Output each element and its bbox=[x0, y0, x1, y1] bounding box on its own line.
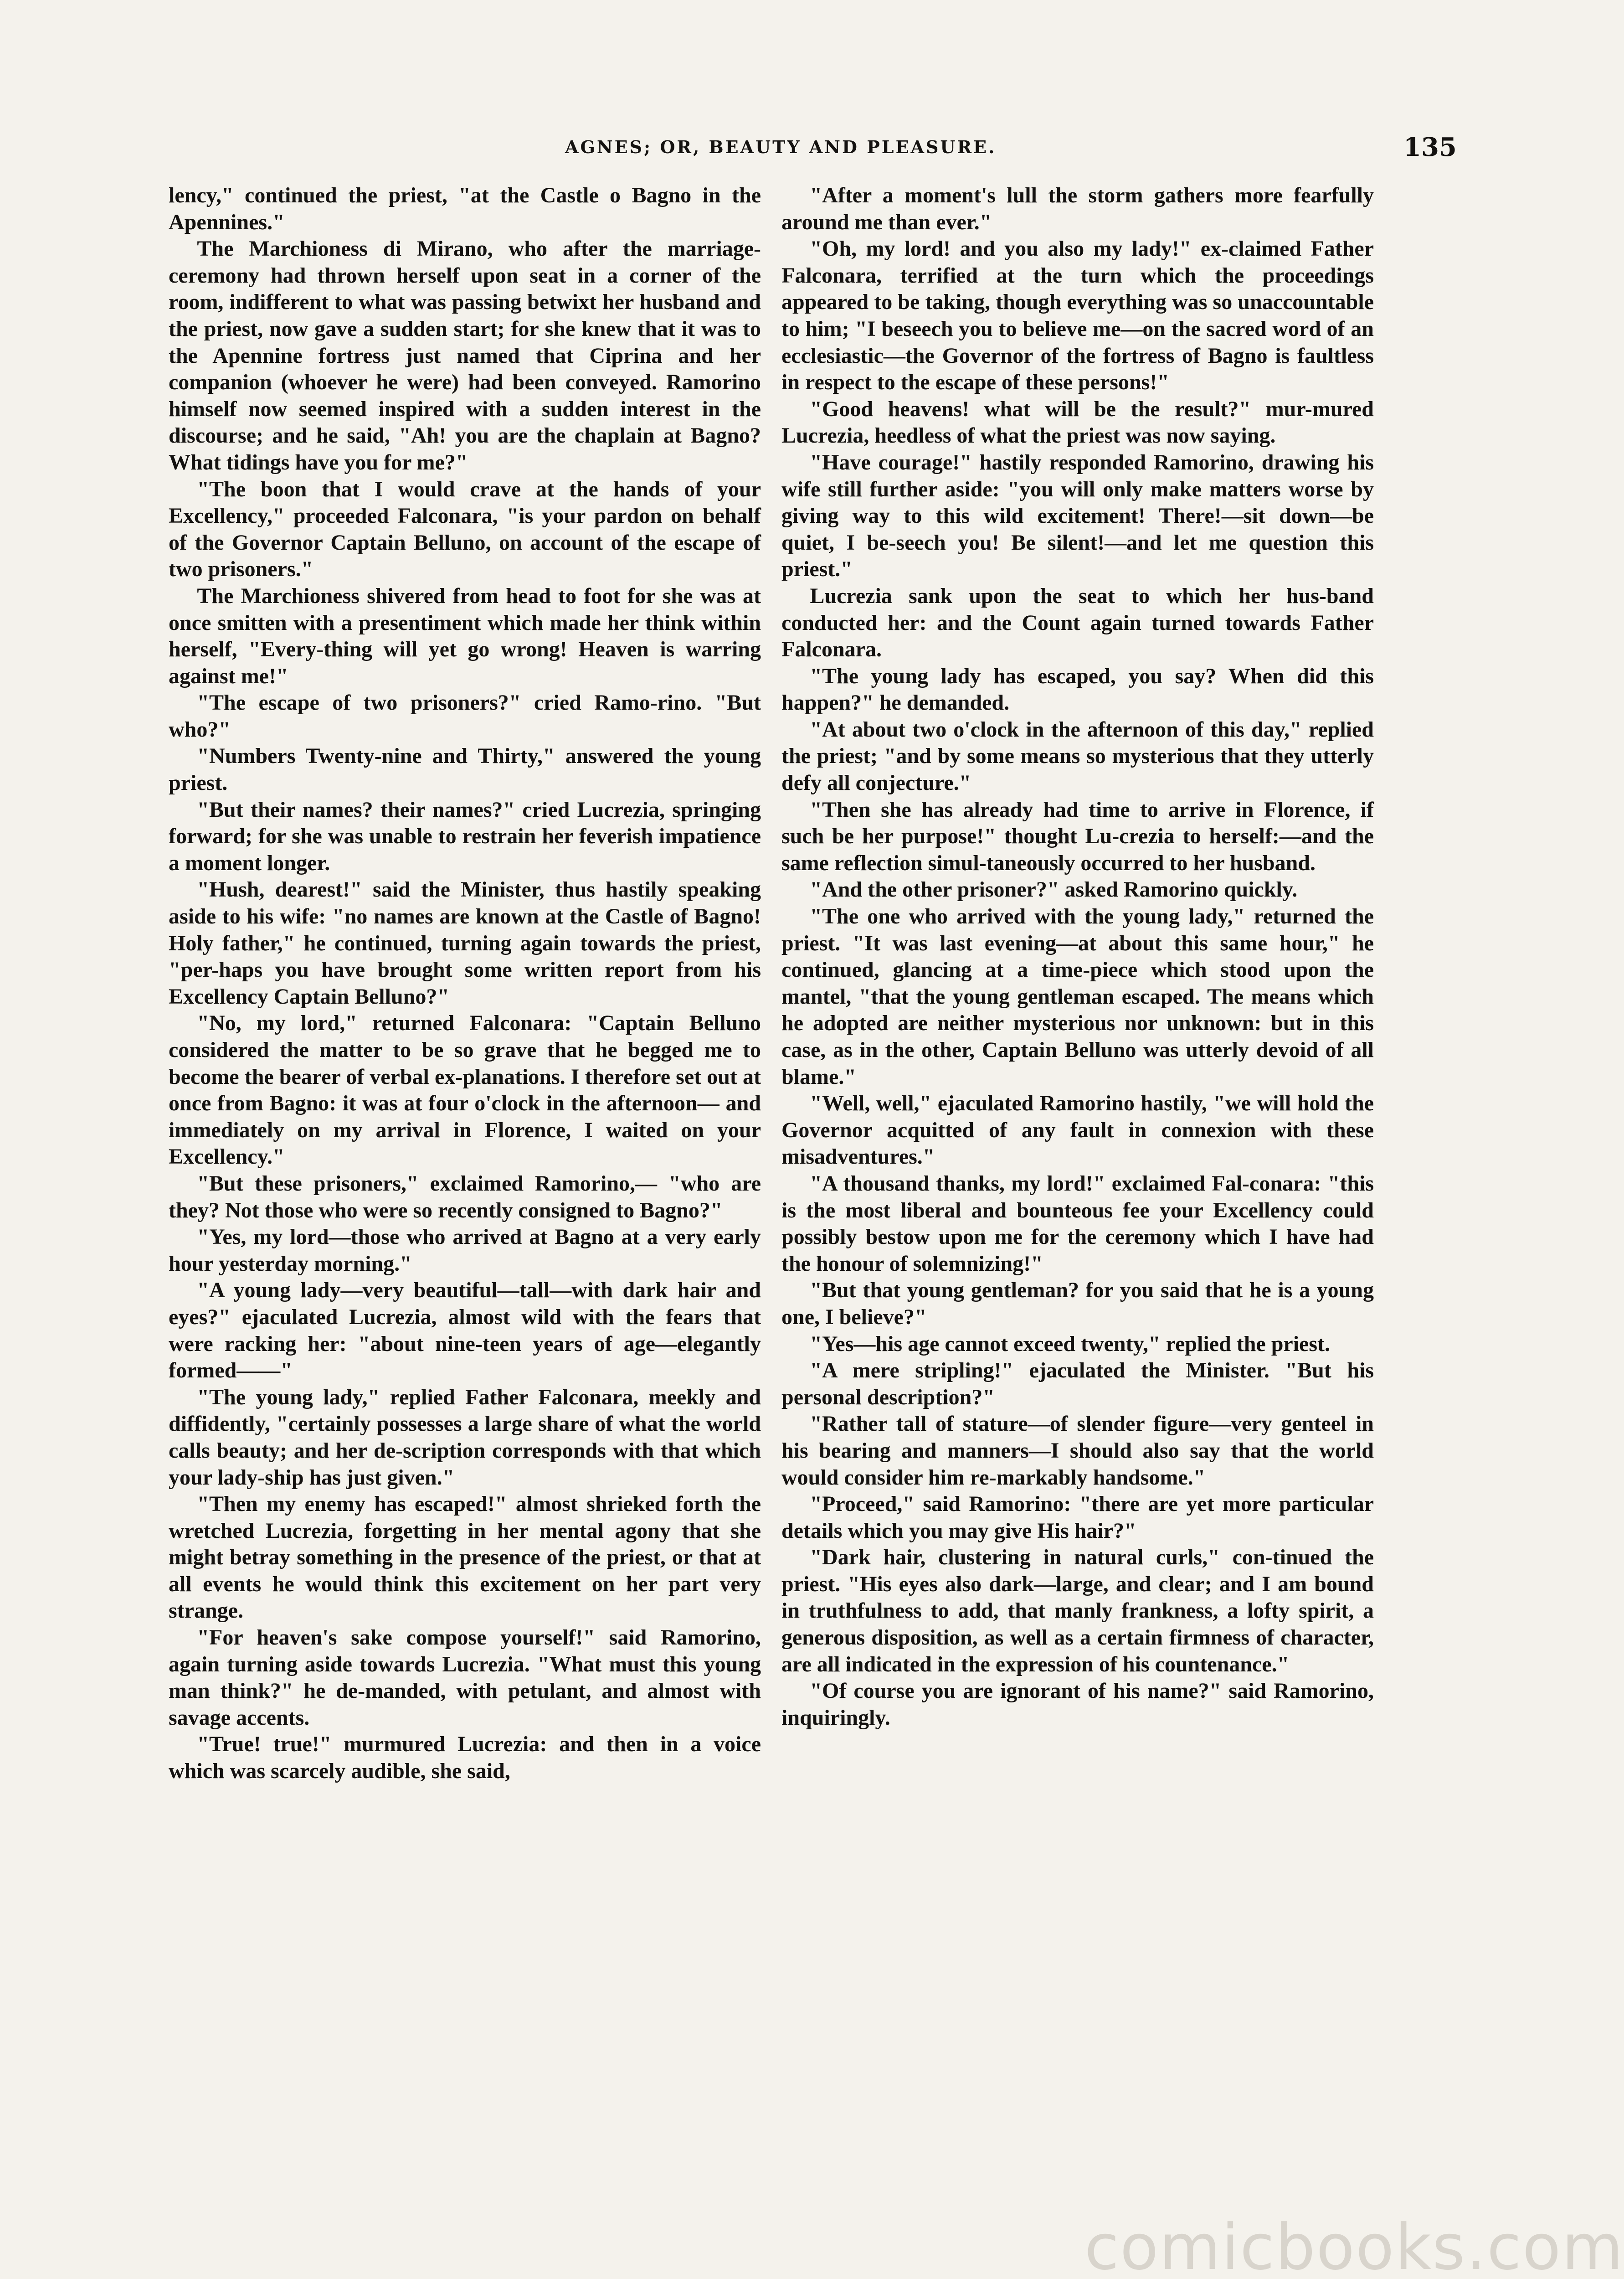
paragraph: Lucrezia sank upon the seat to which her hus-band conducted her: and the Count again turned towards Father Falconara. bbox=[781, 583, 1374, 662]
paragraph: "Yes—his age cannot exceed twenty," replied the priest. bbox=[810, 1331, 1331, 1356]
paragraph: "Of course you are ignorant of his name?" said Ramorino, inquiringly. bbox=[781, 1679, 1374, 1730]
paragraph: "But that young gentleman? for you said that he is a young one, I believe?" bbox=[781, 1278, 1374, 1329]
paragraph: The Marchioness di Mirano, who after the marriage-ceremony had thrown herself upon seat in a corner of the room, indifferent to what was passing betwixt her husband and the priest, now gave a sudden start; for she knew that it was to the Apennine fortress just named that Ciprina and her companion (whoever he were) had been conveyed. Ramorino himself now seemed inspired with a sudden interest in the discourse; and he said, "Ah! you are the chaplain at Bagno? What tidings have you for me?" bbox=[169, 237, 761, 474]
paragraph: "Then she has already had time to arrive in Florence, if such be her purpose!" thought Lu-crezia to herself:—and the same reflection simul-taneously occurred to her husband. bbox=[781, 797, 1374, 875]
paragraph: "And the other prisoner?" asked Ramorino quickly. bbox=[810, 877, 1298, 902]
paragraph: "At about two o'clock in the afternoon of this day," replied the priest; "and by some means so mysterious that they utterly defy all conjecture." bbox=[781, 717, 1374, 795]
paragraph: "Numbers Twenty-nine and Thirty," answered the young priest. bbox=[169, 744, 761, 795]
paragraph: "Proceed," said Ramorino: "there are yet more particular details which you may give His hair?" bbox=[781, 1492, 1374, 1543]
paragraph: "A young lady—very beautiful—tall—with dark hair and eyes?" ejaculated Lucrezia, almost wild with the fears that were racking her: "about nine-teen years of age—elegantly formed——" bbox=[169, 1278, 761, 1383]
paragraph: "The one who arrived with the young lady," returned the priest. "It was last evening—at about this same hour," he continued, glancing at a time-piece which stood upon the mantel, "that the young gentleman escaped. The means which he adopted are neither mysterious nor unknown: but in this case, as in the other, Captain Belluno was utterly devoid of all blame." bbox=[781, 904, 1374, 1089]
paragraph: "Then my enemy has escaped!" almost shrieked forth the wretched Lucrezia, forgetting in her mental agony that she might betray something in the presence of the priest, or that at all events he would think this excitement on her part very strange. bbox=[169, 1492, 761, 1623]
paragraph: "Oh, my lord! and you also my lady!" ex-claimed Father Falconara, terrified at the turn which the proceedings appeared to be taking, though everything was so unaccountable to him; "I beseech you to believe me—on the sacred word of an ecclesiastic—the Governor of the fortress of Bagno is faultless in respect to the escape of these persons!" bbox=[781, 237, 1374, 395]
paragraph: "No, my lord," returned Falconara: "Captain Belluno considered the matter to be so grave that he begged me to become the bearer of verbal ex-planations. I therefore set out at once from Bagno: it was at four o'clock in the afternoon— and immediately on my arrival in Florence, I waited on your Excellency." bbox=[169, 1011, 761, 1169]
paragraph: "But these prisoners," exclaimed Ramorino,— "who are they? Not those who were so recently consigned to Bagno?" bbox=[169, 1171, 761, 1222]
paragraph: "The escape of two prisoners?" cried Ramo-rino. "But who?" bbox=[169, 691, 761, 742]
paragraph: "A mere stripling!" ejaculated the Minister. "But his personal description?" bbox=[781, 1358, 1374, 1409]
paragraph: "Well, well," ejaculated Ramorino hastily, "we will hold the Governor acquitted of any fault in connexion with these misadventures." bbox=[781, 1091, 1374, 1169]
running-head: AGNES; OR, BEAUTY AND PLEASURE. bbox=[565, 137, 997, 157]
right-column bbox=[781, 182, 1374, 1731]
paragraph: "The young lady," replied Father Falconara, meekly and diffidently, "certainly possesses a large share of what the world calls beauty; and her de-scription corresponds with that which your lady-ship has just given." bbox=[169, 1385, 761, 1490]
paragraph: "But their names? their names?" cried Lucrezia, springing forward; for she was unable to restrain her feverish impatience a moment longer. bbox=[169, 797, 761, 875]
paragraph: "After a moment's lull the storm gathers more fearfully around me than ever." bbox=[781, 183, 1374, 234]
paragraph: lency," continued the priest, "at the Castle o Bagno in the Apennines." bbox=[169, 183, 761, 234]
paragraph: "Yes, my lord—those who arrived at Bagno at a very early hour yesterday morning." bbox=[169, 1225, 761, 1276]
paragraph: "The boon that I would crave at the hands of your Excellency," proceeded Falconara, "is your pardon on behalf of the Governor Captain Belluno, on account of the escape of two prisoners." bbox=[169, 477, 761, 582]
paragraph: "A thousand thanks, my lord!" exclaimed Fal-conara: "this is the most liberal and bounteous fee your Excellency could possibly bestow upon me for the ceremony which I have had the honour of solemnizing!" bbox=[781, 1171, 1374, 1276]
watermark: comicbooks.com bbox=[1084, 2211, 1624, 2279]
paragraph: "Hush, dearest!" said the Minister, thus hastily speaking aside to his wife: "no names are known at the Castle of Bagno! Holy father," he continued, turning again towards the priest, "per-haps you have brought some written report from his Excellency Captain Belluno?" bbox=[169, 877, 761, 1009]
paragraph: "For heaven's sake compose yourself!" said Ramorino, again turning aside towards Lucrezia. "What must this young man think?" he de-manded, with petulant, and almost with savage accents. bbox=[169, 1625, 761, 1730]
paragraph: "Have courage!" hastily responded Ramorino, drawing his wife still further aside: "you will only make matters worse by giving way to this wild excitement! There!—sit down—be quiet, I be-seech you! Be silent!—and let me question this priest." bbox=[781, 450, 1374, 582]
paragraph: "Good heavens! what will be the result?" mur-mured Lucrezia, heedless of what the priest was now saying. bbox=[781, 397, 1374, 448]
paragraph: "The young lady has escaped, you say? When did this happen?" he demanded. bbox=[781, 664, 1374, 715]
paragraph: "Rather tall of stature—of slender figure—very genteel in his bearing and manners—I should also say that the world would consider him re-markably handsome." bbox=[781, 1412, 1374, 1490]
left-column bbox=[169, 182, 761, 1785]
page-number: 135 bbox=[1403, 132, 1457, 162]
paragraph: "True! true!" murmured Lucrezia: and then in a voice which was scarcely audible, she said, bbox=[169, 1732, 761, 1784]
paragraph: "Dark hair, clustering in natural curls," con-tinued the priest. "His eyes also dark—large, and clear; and I am bound in truthfulness to add, that manly frankness, a lofty spirit, a generous disposition, as well as a certain firmness of character, are all indicated in the expression of his countenance." bbox=[781, 1545, 1374, 1676]
paragraph: The Marchioness shivered from head to foot for she was at once smitten with a presentiment which made her think within herself, "Every-thing will yet go wrong! Heaven is warring against me!" bbox=[169, 583, 761, 688]
